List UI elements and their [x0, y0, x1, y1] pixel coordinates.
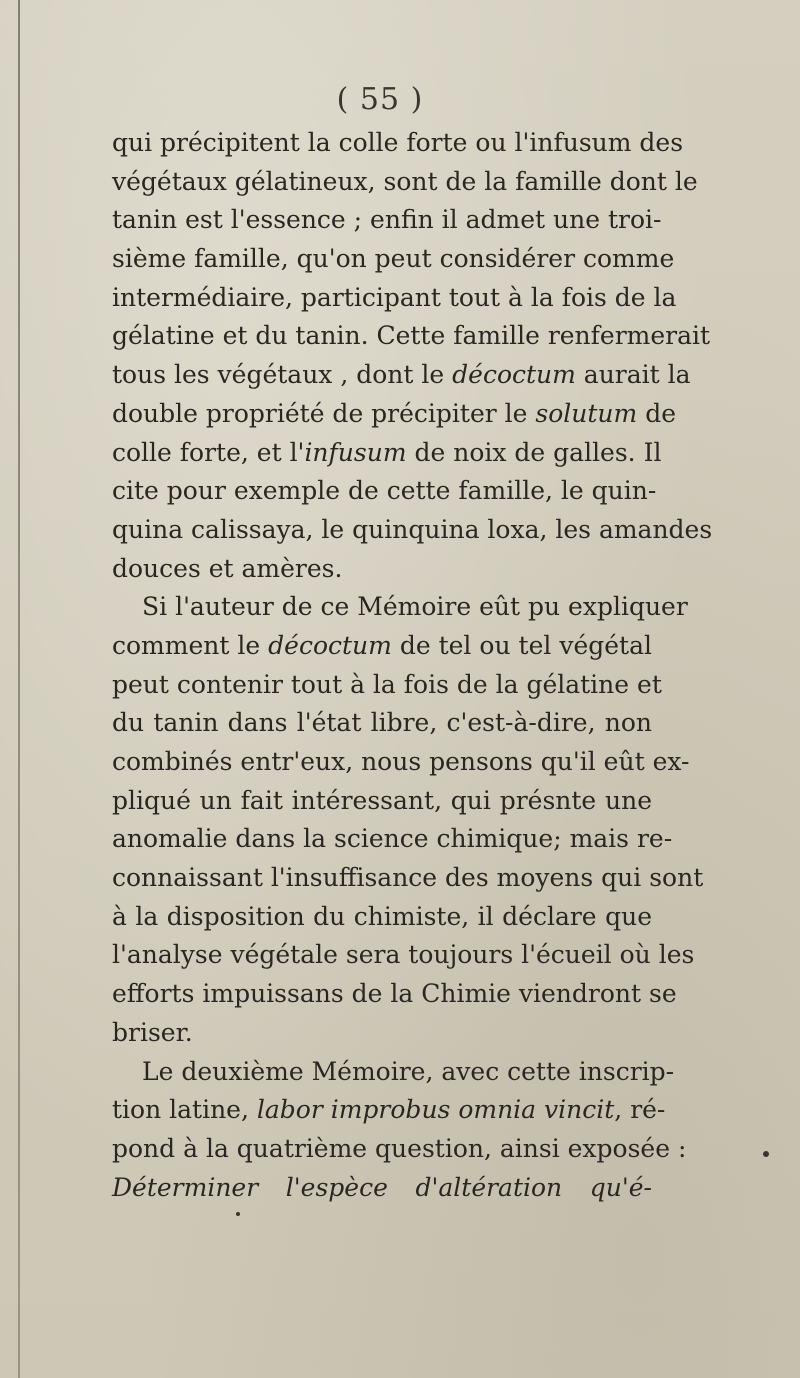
line-text: douces et amères. — [112, 553, 343, 583]
text-line — [112, 395, 676, 434]
line-text: pliqué un fait intéressant, qui présnte une — [112, 785, 652, 815]
line-text: tous les végétaux , dont le — [112, 360, 453, 390]
text-line — [112, 124, 684, 163]
line-text: végétaux gélatineux, sont de la famille dont le — [112, 166, 698, 196]
line-text: , ré- — [614, 1095, 666, 1125]
line-text: Le deuxième Mémoire, avec cette inscrip- — [142, 1056, 675, 1086]
line-text: tion latine, — [112, 1095, 257, 1125]
text-line — [112, 163, 698, 202]
line-text: cite pour exemple de cette famille, le quin- — [112, 476, 657, 506]
text-line — [112, 666, 662, 705]
line-text: quina calissaya, le quinquina loxa, les amandes — [112, 514, 713, 544]
italic-text: labor improbus omnia vincit — [256, 1095, 615, 1125]
text-line — [112, 279, 677, 318]
text-line — [112, 472, 657, 511]
line-text: efforts impuissans de la Chimie viendront se — [112, 979, 677, 1009]
line-text: anomalie dans la science chimique; mais re- — [112, 824, 673, 854]
line-text: tanin est l'essence ; enfin il admet une troi- — [112, 205, 662, 235]
text-line — [112, 1169, 652, 1208]
italic-text: décoctum — [268, 630, 392, 660]
line-text: à la disposition du chimiste, il déclare que — [112, 901, 652, 931]
binding-edge — [18, 0, 20, 1378]
text-line — [112, 356, 691, 395]
text-line — [112, 975, 677, 1014]
text-line — [112, 936, 695, 975]
body-text — [112, 124, 713, 1207]
line-text: connaissant l'insuffisance des moyens qui sont — [112, 863, 704, 893]
line-text: pond à la quatrième question, ainsi exposée : — [112, 1133, 687, 1163]
text-line — [112, 434, 662, 473]
line-text: du tanin dans l'état libre, c'est-à-dire, non — [112, 708, 652, 738]
line-text: aurait la — [575, 360, 691, 390]
text-line — [112, 859, 704, 898]
italic-text: Déterminer l'espèce d'altération qu'é- — [112, 1172, 652, 1202]
paragraph-start-line — [112, 1053, 675, 1092]
line-text: peut contenir tout à la fois de la gélatine et — [112, 669, 662, 699]
line-text: double propriété de précipiter le — [112, 398, 536, 428]
line-text: de noix de galles. Il — [406, 437, 662, 467]
paragraph-end-line — [112, 550, 652, 589]
line-text: qui précipitent la colle forte ou l'infusum des — [112, 128, 684, 157]
ink-speck — [763, 1151, 769, 1157]
line-text: l'analyse végétale sera toujours l'écueil où les — [112, 940, 695, 970]
page-number: ( 55 ) — [336, 82, 424, 117]
text-line — [112, 240, 675, 279]
line-text: colle forte, et l' — [112, 437, 305, 467]
line-text: combinés entr'eux, nous pensons qu'il eût ex- — [112, 747, 690, 776]
line-text: de tel ou tel végétal — [391, 630, 652, 660]
text-line — [112, 820, 673, 859]
line-text: gélatine et du tanin. Cette famille renfermerait — [112, 321, 711, 351]
line-text: briser. — [112, 1017, 193, 1047]
text-line — [112, 511, 713, 550]
text-line — [112, 201, 662, 240]
line-text: comment le — [112, 630, 269, 660]
text-line — [112, 1091, 666, 1130]
line-text: intermédiaire, participant tout à la fois de la — [112, 282, 677, 312]
line-text: Si l'auteur de ce Mémoire eût pu expliquer — [142, 592, 688, 622]
text-line — [112, 782, 652, 821]
text-line — [112, 1130, 687, 1169]
italic-text: infusum — [304, 437, 407, 467]
paragraph-start-line — [112, 588, 688, 627]
line-text: de — [637, 398, 676, 428]
ink-speck — [236, 1212, 240, 1216]
text-line — [112, 898, 652, 937]
italic-text: décoctum — [452, 360, 576, 390]
line-text: sième famille, qu'on peut considérer comme — [112, 244, 675, 274]
text-line — [112, 317, 711, 356]
text-line — [112, 627, 652, 666]
text-line — [112, 743, 690, 782]
text-line — [112, 704, 652, 743]
paragraph-end-line — [112, 1014, 652, 1053]
italic-text: solutum — [535, 398, 638, 428]
